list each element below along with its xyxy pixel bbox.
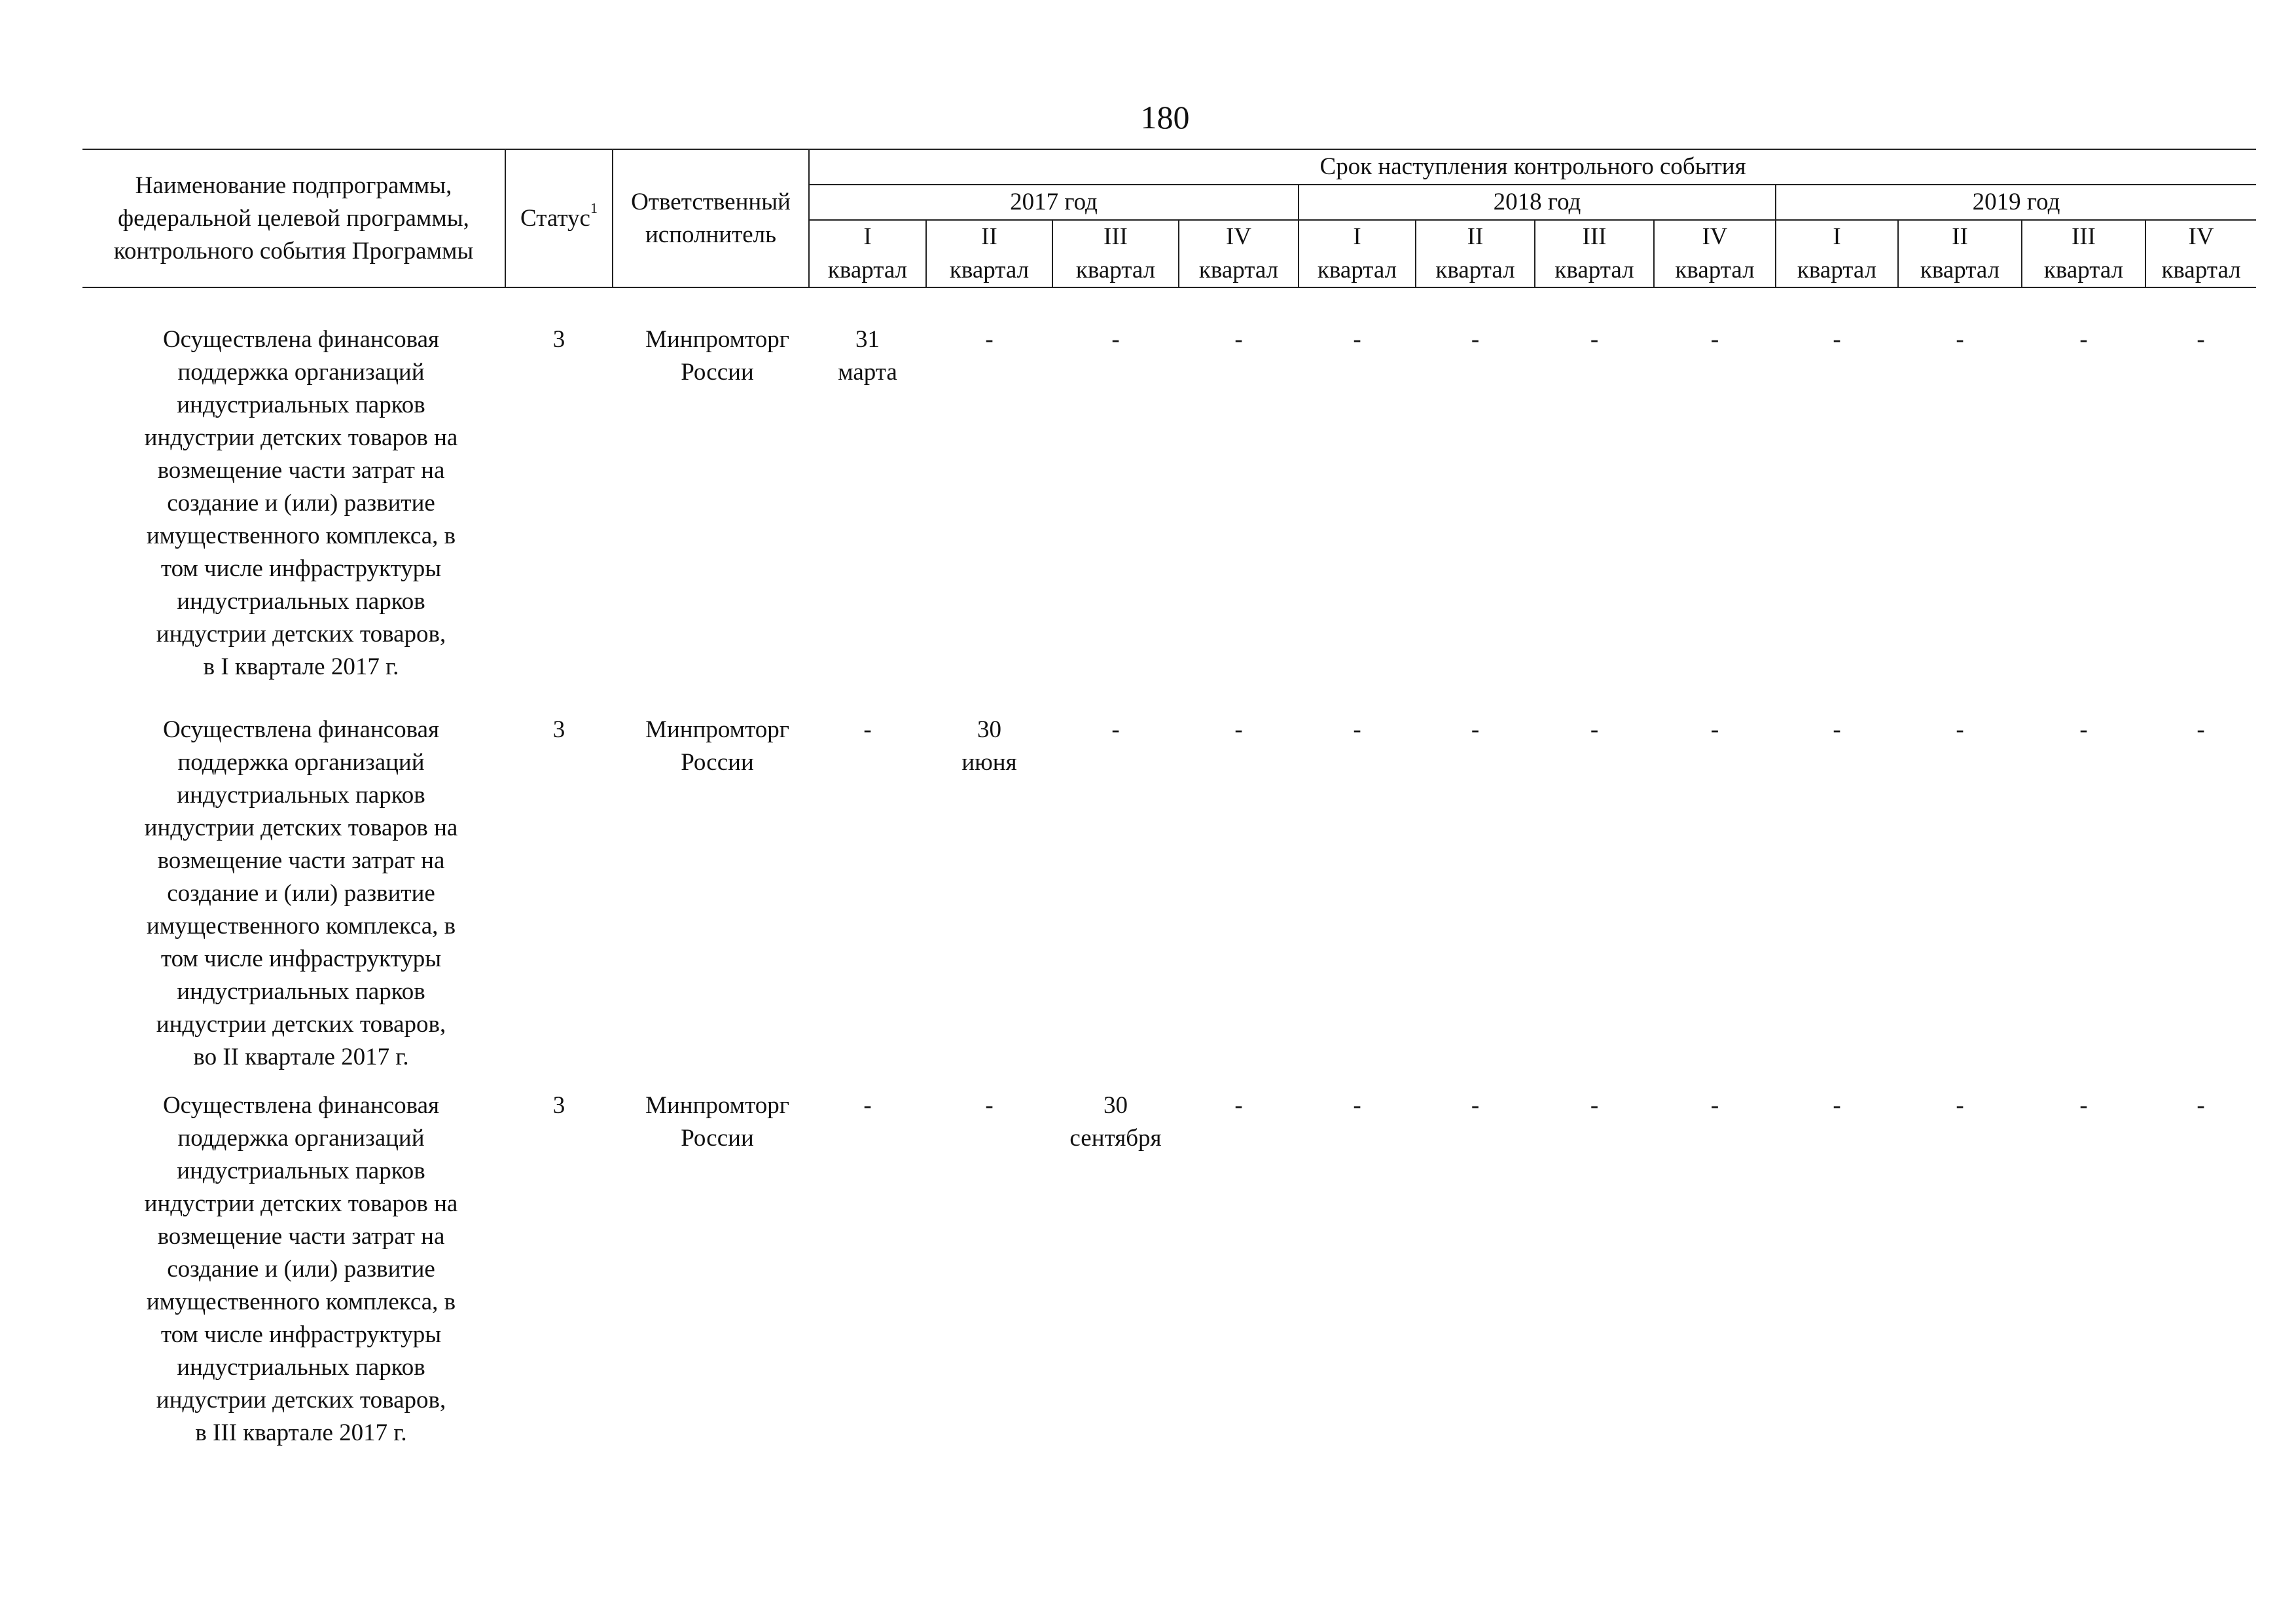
spacer-cell — [82, 287, 2256, 323]
event-name-line: в I квартале 2017 г. — [203, 653, 399, 680]
cell-line: - — [1353, 326, 1361, 353]
header-year-2019: 2019 год — [1776, 185, 2256, 220]
cell-line: - — [1956, 1092, 1964, 1119]
header-quarter-numeral: I — [1299, 220, 1416, 253]
quarter-cell — [926, 1089, 1052, 1456]
cell-line: - — [1833, 326, 1841, 353]
header-name-line: Наименование подпрограммы, — [135, 172, 452, 199]
quarter-cell — [1535, 714, 1654, 1089]
header-year-2017: 2017 год — [809, 185, 1299, 220]
executor-cell — [613, 714, 809, 1089]
event-name-line: индустриальных парков — [177, 978, 425, 1005]
cell-line: - — [2197, 1092, 2205, 1119]
executor-cell — [613, 323, 809, 714]
event-name-line: создание и (или) развитие — [167, 1256, 435, 1283]
table-row — [82, 1089, 2256, 1456]
cell-line: - — [1111, 716, 1120, 743]
cell-line: - — [1353, 1092, 1361, 1119]
header-status-column — [505, 149, 613, 287]
header-quarter-numeral: I — [1776, 220, 1898, 253]
cell-line: июня — [961, 749, 1017, 776]
quarter-cell — [2022, 323, 2145, 714]
quarter-cell — [1052, 714, 1179, 1089]
cell-line: сентября — [1069, 1125, 1162, 1152]
cell-line: - — [1471, 326, 1480, 353]
header-quarter-word: квартал — [1654, 253, 1776, 287]
cell-line: - — [985, 326, 994, 353]
header-quarter-numeral: II — [1416, 220, 1535, 253]
header-executor-line: исполнитель — [645, 221, 777, 248]
status-cell: 3 — [552, 716, 565, 743]
header-quarter-word: квартал — [2145, 253, 2256, 287]
quarter-cell — [1299, 323, 1416, 714]
header-quarter-numeral: I — [809, 220, 926, 253]
quarter-cell — [1179, 323, 1299, 714]
event-name-line: поддержка организаций — [177, 1125, 425, 1152]
cell-line: - — [2079, 716, 2088, 743]
quarter-cell — [2145, 323, 2256, 714]
cell-line: - — [863, 716, 872, 743]
event-name-line: имущественного комплекса, в — [146, 1288, 456, 1315]
executor-line: России — [681, 1125, 754, 1152]
cell-line: - — [2197, 716, 2205, 743]
quarter-cell — [1299, 1089, 1416, 1456]
header-quarter-word: квартал — [1179, 253, 1299, 287]
table-header — [82, 149, 2256, 287]
event-name-line: возмещение части затрат на — [157, 847, 445, 874]
event-name-line: индустрии детских товаров, — [156, 1011, 446, 1038]
header-quarter-word: квартал — [809, 253, 926, 287]
cell-line: марта — [838, 359, 897, 386]
quarter-cell — [1416, 1089, 1535, 1456]
header-name-line: федеральной целевой программы, — [118, 204, 469, 232]
cell-line: 31 — [855, 326, 880, 353]
event-name-line: имущественного комплекса, в — [146, 913, 456, 939]
cell-line: - — [1111, 326, 1120, 353]
header-quarter-word: квартал — [1299, 253, 1416, 287]
header-year-2018: 2018 год — [1299, 185, 1776, 220]
header-quarter-numeral: III — [2022, 220, 2145, 253]
quarter-cell — [1299, 714, 1416, 1089]
cell-line: - — [1590, 1092, 1599, 1119]
quarter-cell — [2022, 1089, 2145, 1456]
header-status-label: Статус — [520, 204, 590, 232]
quarter-cell — [2022, 714, 2145, 1089]
header-quarter-word: квартал — [1898, 253, 2022, 287]
event-name-line: том числе инфраструктуры — [160, 945, 442, 972]
quarter-cell — [2145, 1089, 2256, 1456]
control-events-table — [82, 149, 2256, 1456]
header-executor-column — [613, 149, 809, 287]
quarter-cell — [1898, 1089, 2022, 1456]
header-executor-line: Ответственный — [631, 188, 791, 215]
quarter-cell — [1654, 323, 1776, 714]
event-name-cell — [82, 323, 505, 714]
quarter-cell — [1898, 714, 2022, 1089]
header-quarter-numeral: III — [1052, 220, 1179, 253]
header-quarter-numeral: IV — [1179, 220, 1299, 253]
event-name-line: том числе инфраструктуры — [160, 555, 442, 582]
status-cell: 3 — [552, 1092, 565, 1119]
executor-line: России — [681, 749, 754, 776]
event-name-line: во II квартале 2017 г. — [193, 1044, 409, 1070]
executor-line: Минпромторг — [645, 326, 789, 353]
cell-line: 30 — [1103, 1092, 1128, 1119]
quarter-cell — [1535, 323, 1654, 714]
event-name-line: индустриальных парков — [177, 1354, 425, 1381]
header-quarter-numeral: III — [1535, 220, 1654, 253]
header-quarter-word: квартал — [1535, 253, 1654, 287]
quarter-cell — [809, 714, 926, 1089]
event-name-line: создание и (или) развитие — [167, 880, 435, 907]
header-quarter-numeral: II — [1898, 220, 2022, 253]
quarter-cell — [1898, 323, 2022, 714]
event-name-line: том числе инфраструктуры — [160, 1321, 442, 1348]
cell-line: - — [1833, 716, 1841, 743]
event-name-line: индустриальных парков — [177, 782, 425, 809]
event-name-line: индустрии детских товаров, — [156, 621, 446, 647]
event-name-line: возмещение части затрат на — [157, 1223, 445, 1250]
cell-line: - — [985, 1092, 994, 1119]
header-name-line: контрольного события Программы — [113, 237, 474, 264]
quarter-cell — [1052, 323, 1179, 714]
quarter-cell — [809, 1089, 926, 1456]
cell-line: - — [2079, 1092, 2088, 1119]
quarter-cell — [2145, 714, 2256, 1089]
cell-line: - — [1956, 326, 1964, 353]
cell-line: - — [1710, 716, 1719, 743]
quarter-cell — [1416, 714, 1535, 1089]
quarter-cell — [926, 323, 1052, 714]
header-quarter-word: квартал — [1052, 253, 1179, 287]
cell-line: - — [1590, 716, 1599, 743]
event-name-line: поддержка организаций — [177, 359, 425, 386]
event-name-line: индустриальных парков — [177, 1158, 425, 1184]
event-name-line: создание и (или) развитие — [167, 490, 435, 517]
event-name-cell — [82, 714, 505, 1089]
executor-line: Минпромторг — [645, 716, 789, 743]
quarter-cell — [1179, 714, 1299, 1089]
event-name-cell — [82, 1089, 505, 1456]
cell-line: - — [1833, 1092, 1841, 1119]
cell-line: - — [2079, 326, 2088, 353]
quarter-cell — [1654, 714, 1776, 1089]
cell-line: - — [1234, 326, 1243, 353]
event-name-line: Осуществлена финансовая — [162, 1092, 440, 1119]
event-name-line: индустрии детских товаров, — [156, 1387, 446, 1413]
cell-line: - — [1234, 1092, 1243, 1119]
cell-line: - — [1590, 326, 1599, 353]
cell-line: - — [1471, 716, 1480, 743]
cell-line: - — [1353, 716, 1361, 743]
cell-line: - — [2197, 326, 2205, 353]
event-name-line: индустрии детских товаров на — [144, 1190, 458, 1217]
event-name-line: Осуществлена финансовая — [162, 326, 440, 353]
quarter-cell — [1052, 1089, 1179, 1456]
header-quarter-word: квартал — [1776, 253, 1898, 287]
event-name-line: индустрии детских товаров на — [144, 814, 458, 841]
event-name-line: имущественного комплекса, в — [146, 522, 456, 549]
executor-cell — [613, 1089, 809, 1456]
event-name-line: возмещение части затрат на — [157, 457, 445, 484]
header-quarter-numeral: IV — [2145, 220, 2256, 253]
status-footnote-mark: 1 — [590, 199, 598, 216]
header-quarter-word: квартал — [1416, 253, 1535, 287]
header-quarter-word: квартал — [2022, 253, 2145, 287]
header-name-column — [82, 149, 505, 287]
cell-line: - — [863, 1092, 872, 1119]
quarter-cell — [1535, 1089, 1654, 1456]
status-cell: 3 — [552, 326, 565, 353]
table-row — [82, 323, 2256, 714]
header-quarter-word: квартал — [926, 253, 1052, 287]
event-name-line: индустриальных парков — [177, 392, 425, 418]
cell-line: - — [1710, 326, 1719, 353]
table-row — [82, 714, 2256, 1089]
header-quarter-numeral: II — [926, 220, 1052, 253]
quarter-cell — [1776, 1089, 1898, 1456]
quarter-cell — [1776, 323, 1898, 714]
quarter-cell — [926, 714, 1052, 1089]
quarter-cell — [1416, 323, 1535, 714]
header-quarter-numeral: IV — [1654, 220, 1776, 253]
executor-line: России — [681, 359, 754, 386]
page-number: 180 — [1140, 99, 1190, 136]
event-name-line: в III квартале 2017 г. — [195, 1419, 407, 1446]
event-name-line: индустрии детских товаров на — [144, 424, 458, 451]
quarter-cell — [1776, 714, 1898, 1089]
cell-line: - — [1234, 716, 1243, 743]
event-name-line: поддержка организаций — [177, 749, 425, 776]
cell-line: - — [1471, 1092, 1480, 1119]
event-name-line: Осуществлена финансовая — [162, 716, 440, 743]
quarter-cell — [1179, 1089, 1299, 1456]
table-body — [82, 287, 2256, 1456]
cell-line: - — [1956, 716, 1964, 743]
cell-line: 30 — [977, 716, 1001, 743]
spacer-row — [82, 287, 2256, 323]
quarter-cell — [1654, 1089, 1776, 1456]
event-name-line: индустриальных парков — [177, 588, 425, 615]
header-deadline-title: Срок наступления контрольного события — [809, 149, 2256, 185]
quarter-cell — [809, 323, 926, 714]
cell-line: - — [1710, 1092, 1719, 1119]
executor-line: Минпромторг — [645, 1092, 789, 1119]
